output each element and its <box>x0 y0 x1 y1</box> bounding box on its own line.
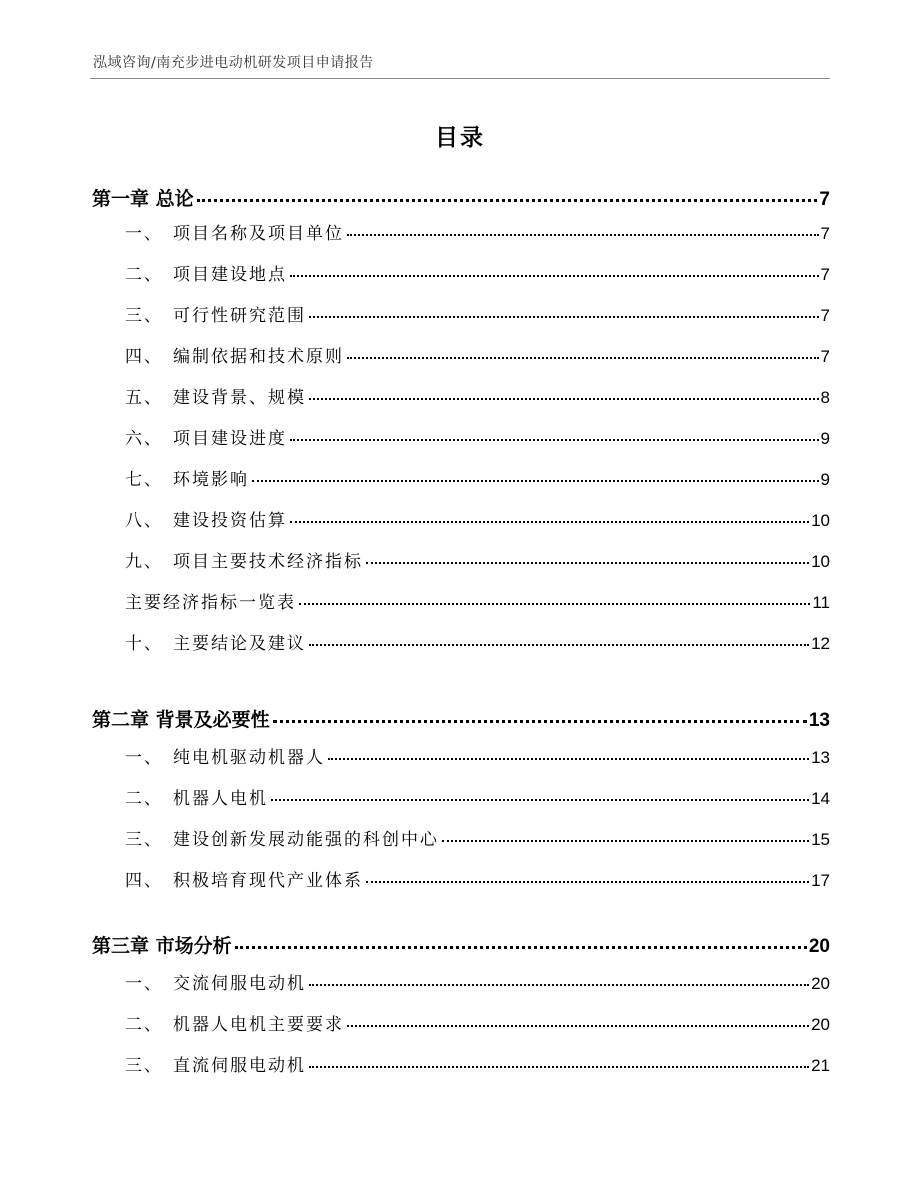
toc-title: 目录 <box>435 125 485 151</box>
toc-page-number: 7 <box>820 224 830 243</box>
toc-chapter-entry[interactable] <box>92 705 830 732</box>
toc-entry-label: 纯电机驱动机器人 <box>173 748 325 768</box>
dot-leader <box>366 881 809 883</box>
dot-leader <box>299 603 810 605</box>
toc-section-entry[interactable] <box>125 383 830 408</box>
dot-leader <box>328 758 809 760</box>
toc-section-entry[interactable] <box>125 547 830 572</box>
toc-section-entry[interactable] <box>125 465 830 490</box>
dot-leader <box>290 275 819 277</box>
toc-page-number: 10 <box>811 552 830 571</box>
toc-section-entry[interactable] <box>125 1051 830 1076</box>
dot-leader <box>273 720 807 723</box>
dot-leader <box>197 199 818 202</box>
toc-entry-label: 第一章 总论 <box>92 188 194 210</box>
dot-leader <box>366 562 809 564</box>
toc-page-number: 14 <box>811 789 830 808</box>
dot-leader <box>290 439 819 441</box>
toc-page-number: 13 <box>811 748 830 767</box>
toc-page-number: 7 <box>820 306 830 325</box>
toc-section-entry[interactable] <box>125 588 830 613</box>
toc-entry-label: 主要经济指标一览表 <box>125 593 296 613</box>
toc-entry-label: 主要结论及建议 <box>173 634 306 654</box>
toc-entry-number: 二、 <box>125 789 163 809</box>
toc-page-number: 20 <box>808 936 830 957</box>
toc-entry-number: 十、 <box>125 634 163 654</box>
toc-section-entry[interactable] <box>125 301 830 326</box>
toc-entry-number: 二、 <box>125 265 163 285</box>
toc-page-number: 9 <box>820 470 830 489</box>
toc-entry-number: 三、 <box>125 830 163 850</box>
dot-leader <box>347 357 819 359</box>
toc-entry-number: 九、 <box>125 552 163 572</box>
toc-page-number: 13 <box>808 710 830 731</box>
toc-entry-number: 七、 <box>125 470 163 490</box>
toc-chapter-entry[interactable] <box>92 184 830 211</box>
toc-page-number: 15 <box>811 830 830 849</box>
toc-entry-number: 一、 <box>125 748 163 768</box>
toc-section-entry[interactable] <box>125 342 830 367</box>
dot-leader <box>252 480 819 482</box>
toc-page-number: 12 <box>811 634 830 653</box>
toc-page-number: 7 <box>819 189 830 210</box>
toc-section-entry[interactable] <box>125 825 830 850</box>
toc-page-number: 8 <box>820 388 830 407</box>
toc-entry-number: 四、 <box>125 347 163 367</box>
toc-section-entry[interactable] <box>125 784 830 809</box>
toc-entry-number: 一、 <box>125 974 163 994</box>
toc-entry-label: 交流伺服电动机 <box>173 974 306 994</box>
dot-leader <box>309 984 809 986</box>
dot-leader <box>235 946 807 949</box>
dot-leader <box>290 521 809 523</box>
toc-section-entry[interactable] <box>125 743 830 768</box>
toc-section-entry[interactable] <box>125 969 830 994</box>
dot-leader <box>309 316 819 318</box>
toc-entry-label: 第三章 市场分析 <box>92 935 232 957</box>
toc-entry-number: 八、 <box>125 511 163 531</box>
toc-entry-label: 项目主要技术经济指标 <box>173 552 363 572</box>
toc-entry-number: 一、 <box>125 224 163 244</box>
toc-entry-label: 建设背景、规模 <box>173 388 306 408</box>
dot-leader <box>309 398 819 400</box>
toc-page-number: 20 <box>811 1015 830 1034</box>
toc-entry-label: 编制依据和技术原则 <box>173 347 344 367</box>
toc-chapter-entry[interactable] <box>92 931 830 958</box>
toc-entry-label: 项目建设进度 <box>173 429 287 449</box>
toc-entry-number: 四、 <box>125 871 163 891</box>
toc-page-number: 11 <box>812 593 830 612</box>
toc-page-number: 17 <box>811 871 830 890</box>
toc-entry-label: 可行性研究范围 <box>173 306 306 326</box>
toc-page-number: 7 <box>820 265 830 284</box>
toc-section-entry[interactable] <box>125 629 830 654</box>
toc-entry-label: 环境影响 <box>173 470 249 490</box>
dot-leader <box>271 799 809 801</box>
toc-entry-number: 三、 <box>125 1056 163 1076</box>
toc-page-number: 20 <box>811 974 830 993</box>
toc-section-entry[interactable] <box>125 219 830 244</box>
toc-page-number: 10 <box>811 511 830 530</box>
toc-page-number: 7 <box>820 347 830 366</box>
toc-entry-label: 直流伺服电动机 <box>173 1056 306 1076</box>
toc-page-number: 21 <box>811 1056 830 1075</box>
dot-leader <box>309 1066 809 1068</box>
dot-leader <box>347 234 819 236</box>
toc-entry-label: 项目建设地点 <box>173 265 287 285</box>
toc-entry-label: 建设投资估算 <box>173 511 287 531</box>
toc-section-entry[interactable] <box>125 260 830 285</box>
toc-entry-label: 建设创新发展动能强的科创中心 <box>173 830 439 850</box>
running-header: 泓域咨询/南充步进电动机研发项目申请报告 <box>93 55 374 71</box>
dot-leader <box>347 1025 809 1027</box>
dot-leader <box>442 840 809 842</box>
toc-entry-label: 积极培育现代产业体系 <box>173 871 363 891</box>
dot-leader <box>309 644 809 646</box>
toc-section-entry[interactable] <box>125 1010 830 1035</box>
toc-entry-number: 二、 <box>125 1015 163 1035</box>
toc-entry-label: 第二章 背景及必要性 <box>92 709 270 731</box>
toc-section-entry[interactable] <box>125 506 830 531</box>
toc-entry-label: 机器人电机主要要求 <box>173 1015 344 1035</box>
toc-entry-number: 三、 <box>125 306 163 326</box>
toc-section-entry[interactable] <box>125 424 830 449</box>
toc-page-number: 9 <box>820 429 830 448</box>
toc-entry-number: 六、 <box>125 429 163 449</box>
toc-section-entry[interactable] <box>125 866 830 891</box>
toc-entry-number: 五、 <box>125 388 163 408</box>
toc-entry-label: 机器人电机 <box>173 789 268 809</box>
toc-entry-label: 项目名称及项目单位 <box>173 224 344 244</box>
